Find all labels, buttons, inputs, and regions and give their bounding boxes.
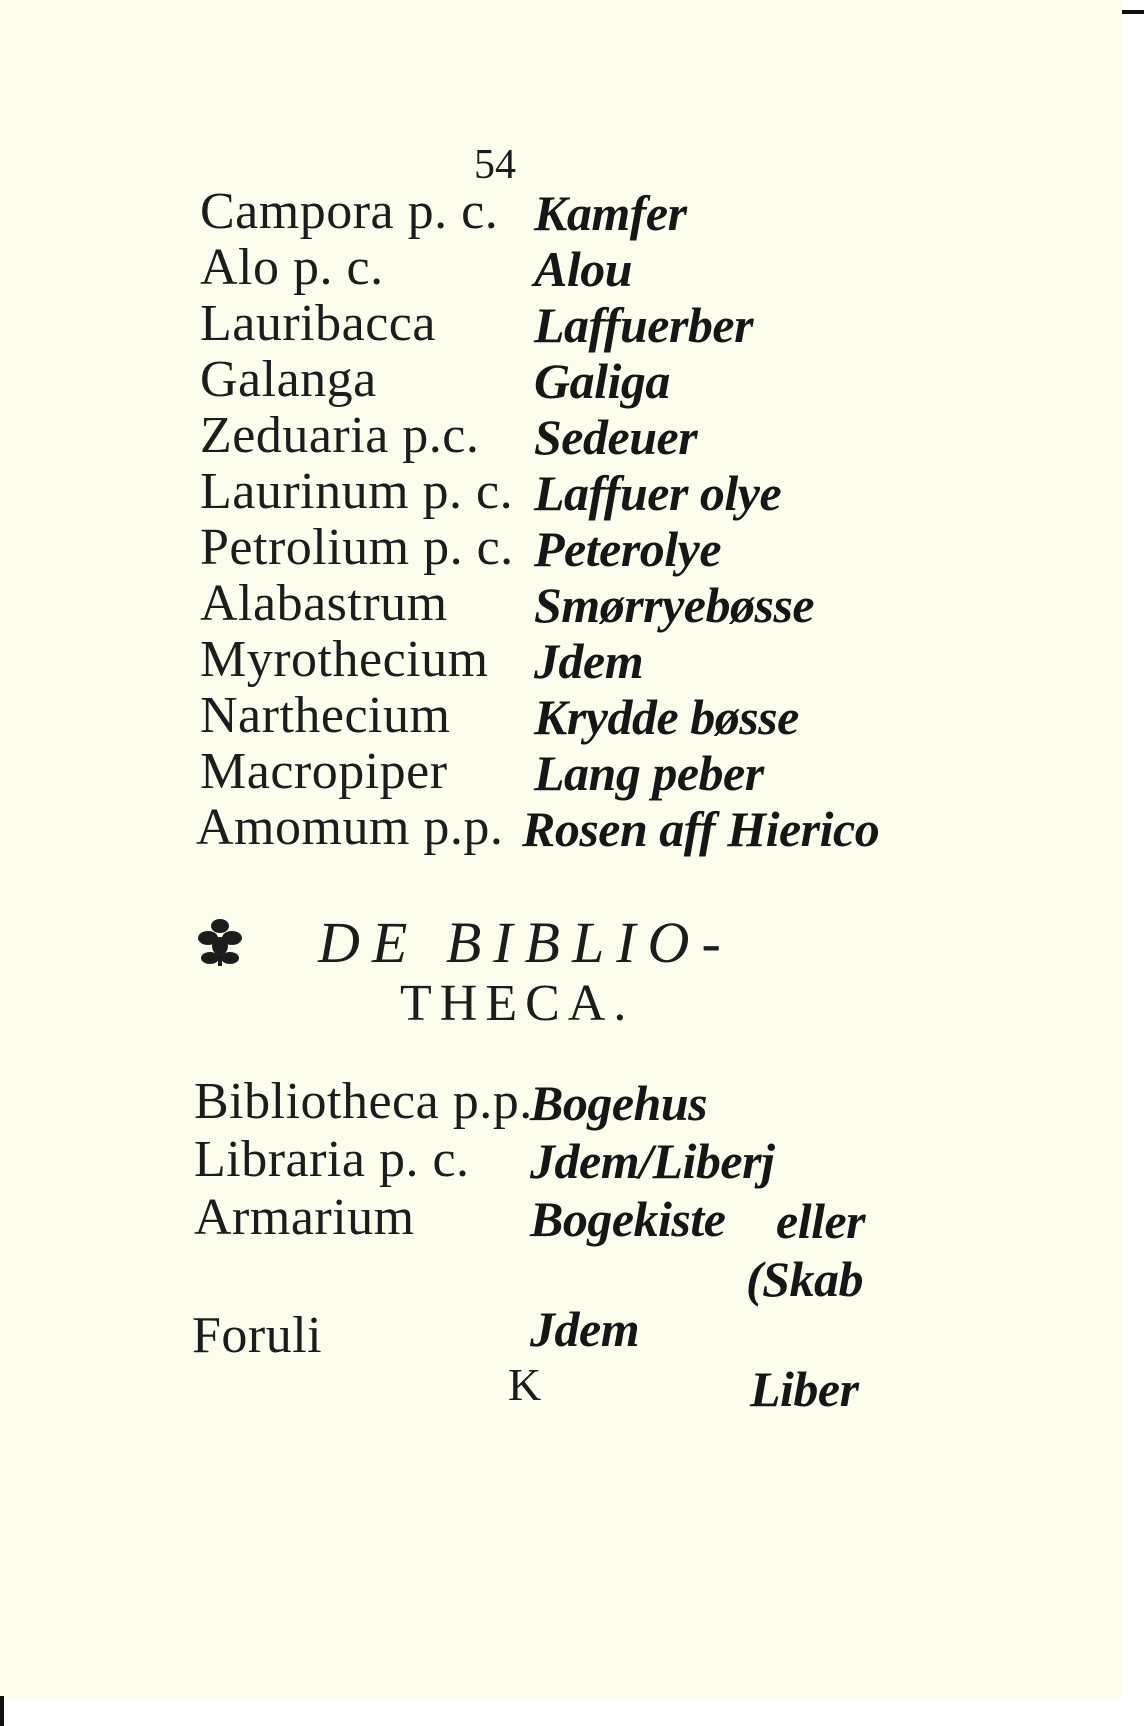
entry-continuation: (Skab — [746, 1251, 863, 1307]
entry-vernacular: Galiga — [534, 353, 670, 409]
entry-latin: Libraria p. c. — [194, 1131, 470, 1188]
entry-vernacular: Jdem — [534, 633, 644, 689]
section-heading-line1: DE BIBLIO- — [318, 910, 733, 975]
entry-latin: Macropiper — [200, 743, 448, 800]
entry-latin: Petrolium p. c. — [200, 519, 514, 576]
entry-latin: Zeduaria p.c. — [200, 407, 480, 464]
signature-mark: K — [508, 1359, 542, 1410]
entry-vernacular: Jdem/Liberj — [530, 1133, 775, 1189]
scan-margin — [1122, 0, 1144, 1726]
entry-latin: Amomum p.p. — [196, 799, 504, 856]
entry-vernacular: Rosen aff Hierico — [522, 801, 880, 857]
entry-latin: Lauribacca — [200, 295, 436, 352]
entry-vernacular: Smørryebøsse — [534, 577, 815, 633]
scan-edge-mark — [1122, 10, 1144, 14]
entry-latin: Campora p. c. — [200, 183, 499, 240]
section-heading-line2: THECA. — [400, 975, 635, 1032]
scan-edge-mark — [0, 1696, 4, 1726]
entry-vernacular: Sedeuer — [534, 409, 698, 465]
entry-latin: Galanga — [200, 351, 377, 408]
entry-vernacular: Lang peber — [534, 745, 764, 801]
entry-latin: Foruli — [192, 1307, 323, 1364]
entry-vernacular: Jdem — [530, 1301, 640, 1357]
entry-vernacular: Peterolye — [534, 521, 722, 577]
entry-latin: Bibliotheca p.p. — [194, 1073, 533, 1130]
entry-vernacular: Bogekiste — [530, 1191, 726, 1247]
entry-latin: Myrothecium — [200, 631, 489, 688]
entry-vernacular: Laffuerber — [534, 297, 754, 353]
entry-latin: Laurinum p. c. — [200, 463, 514, 520]
fleuron-icon — [196, 916, 244, 968]
entry-vernacular: Bogehus — [530, 1075, 708, 1131]
entry-vernacular: Krydde bøsse — [534, 689, 799, 745]
entry-vernacular: Kamfer — [534, 185, 687, 241]
entry-latin: Alo p. c. — [200, 239, 384, 296]
entry-latin: Narthecium — [200, 687, 451, 744]
entry-vernacular: Alou — [534, 241, 633, 297]
entry-latin: Alabastrum — [200, 575, 448, 632]
page-number: 54 — [474, 142, 516, 188]
entry-latin: Armarium — [194, 1189, 415, 1246]
entry-vernacular: Laffuer olye — [534, 465, 782, 521]
entry-continuation: eller — [776, 1193, 866, 1249]
catchword: Liber — [750, 1361, 859, 1417]
